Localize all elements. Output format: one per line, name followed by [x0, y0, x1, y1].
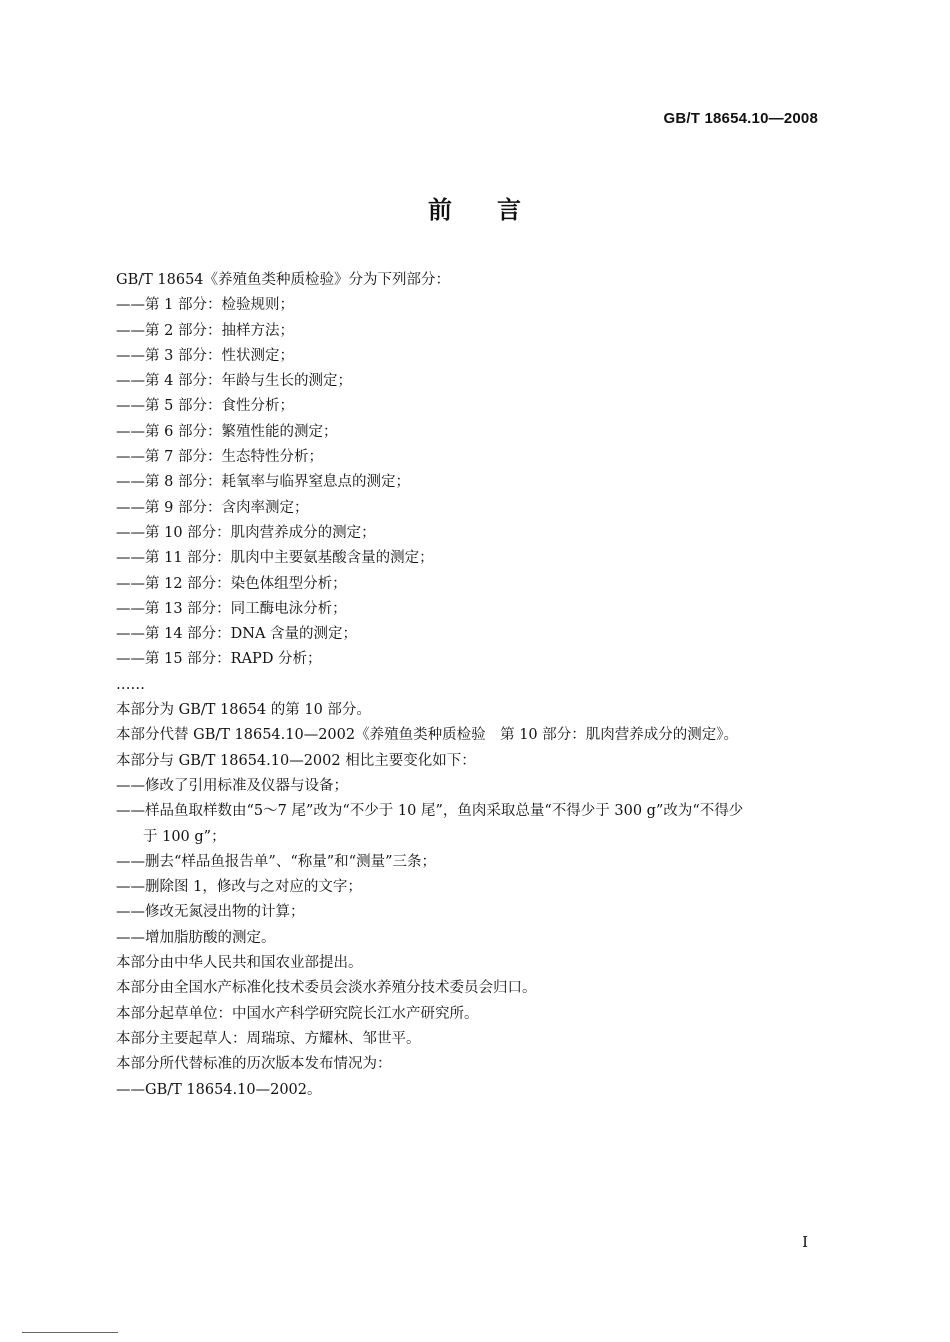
intro-line: GB/T 18654《养殖鱼类种质检验》分为下列部分： [116, 272, 451, 288]
part-list-item: ——第 14 部分：DNA 含量的测定； [116, 626, 358, 643]
part-list-item: ——第 12 部分：染色体组型分析； [116, 575, 347, 592]
page-title [0, 190, 950, 225]
part-list-item: ——第 3 部分：性状测定； [116, 347, 294, 364]
part-list-item: ——第 6 部分：繁殖性能的测定； [116, 423, 338, 440]
paragraph: 本部分起草单位：中国水产科学研究院长江水产研究所。 [116, 1005, 479, 1022]
change-list-item: ——删去“样品鱼报告单”、“称量”和“测量”三条； [116, 853, 436, 870]
part-list-item: ——第 9 部分：含肉率测定； [116, 499, 309, 516]
page-number: I [802, 1233, 808, 1251]
paragraph: 本部分与 GB/T 18654.10—2002 相比主要变化如下： [116, 752, 476, 769]
paragraph: 本部分主要起草人：周瑞琼、方耀林、邹世平。 [116, 1030, 421, 1047]
paragraph: 本部分代替 GB/T 18654.10—2002《养殖鱼类种质检验 第 10 部分：肌肉营养成分的测定》。 [116, 727, 739, 744]
part-list-item: ——第 1 部分：检验规则； [116, 297, 294, 314]
title-char-2: 言 [497, 195, 522, 224]
change-list-item: ——样品鱼取样数由“5～7 尾”改为“不少于 10 尾”，鱼肉采取总量“不得少于 300 g”改为“不得少 [116, 803, 744, 820]
change-list-item: ——修改无氮浸出物的计算； [116, 904, 305, 921]
foreword-body [116, 268, 836, 1103]
standard-number: GB/T 18654.10—2008 [663, 110, 818, 127]
title-char-1: 前 [428, 195, 453, 224]
part-list-item: ——第 2 部分：抽样方法； [116, 322, 294, 339]
paragraph: 本部分所代替标准的历次版本发布情况为： [116, 1056, 392, 1073]
part-list-item: ——第 13 部分：同工酶电泳分析； [116, 600, 347, 617]
part-list-item: ——第 8 部分：耗氧率与临界窒息点的测定； [116, 474, 410, 491]
change-list-item-continuation: 于 100 g”； [143, 828, 226, 845]
change-list-item: ——修改了引用标准及仪器与设备； [116, 777, 348, 794]
paragraph: 本部分由全国水产标准化技术委员会淡水养殖分技术委员会归口。 [116, 980, 537, 997]
part-list-item: ——第 5 部分：食性分析； [116, 398, 294, 415]
footer-rule [22, 1332, 118, 1333]
part-list-item: ——第 11 部分：肌肉中主要氨基酸含量的测定； [116, 550, 434, 567]
ellipsis: …… [116, 676, 145, 693]
part-list-item: ——第 7 部分：生态特性分析； [116, 449, 323, 466]
paragraph: 本部分由中华人民共和国农业部提出。 [116, 955, 363, 972]
part-list-item: ——第 15 部分：RAPD 分析； [116, 651, 322, 668]
history-list-item: ——GB/T 18654.10—2002。 [116, 1081, 322, 1098]
paragraph: 本部分为 GB/T 18654 的第 10 部分。 [116, 702, 371, 719]
change-list-item: ——删除图 1，修改与之对应的文字； [116, 879, 362, 896]
change-list-item: ——增加脂肪酸的测定。 [116, 929, 276, 946]
part-list-item: ——第 4 部分：年龄与生长的测定； [116, 373, 352, 390]
part-list-item: ——第 10 部分：肌肉营养成分的测定； [116, 524, 376, 541]
